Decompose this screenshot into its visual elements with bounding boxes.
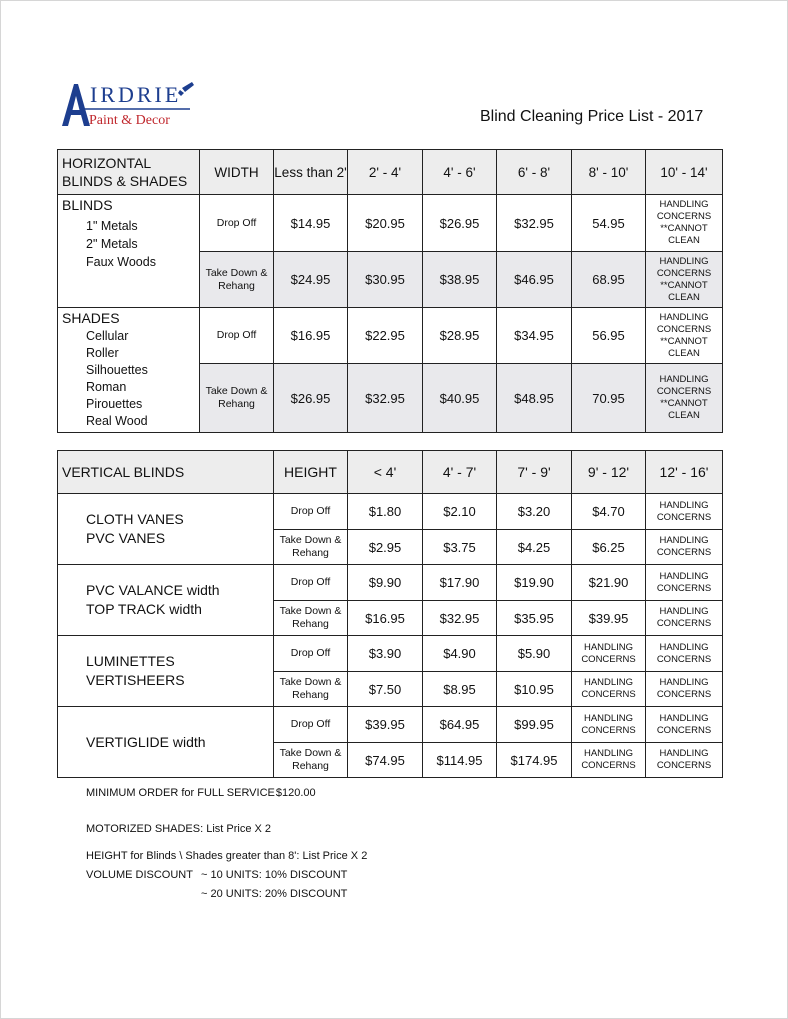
service-label: Take Down & Rehang xyxy=(274,672,348,707)
table-header-row xyxy=(58,150,723,195)
handling-note: HANDLING CONCERNS xyxy=(646,601,723,636)
handling-note: HANDLING CONCERNS xyxy=(646,743,723,778)
service-label: Drop Off xyxy=(274,565,348,601)
handling-note: HANDLING CONCERNS xyxy=(646,565,723,601)
price-cell: $32.95 xyxy=(423,601,497,636)
service-label: Take Down & Rehang xyxy=(274,743,348,778)
price-cell: $10.95 xyxy=(497,672,572,707)
service-label: Take Down & Rehang xyxy=(200,252,274,308)
header-size: 6' - 8' xyxy=(497,150,572,195)
price-cell: $3.90 xyxy=(348,636,423,672)
price-cell: $7.50 xyxy=(348,672,423,707)
minimum-order-value: $120.00 xyxy=(275,787,316,799)
price-cell: 70.95 xyxy=(572,364,646,433)
price-cell: $32.95 xyxy=(497,195,572,252)
header-size: 4' - 7' xyxy=(423,451,497,494)
category-title: BLINDS xyxy=(62,197,113,213)
category-item: 1" Metals xyxy=(86,219,138,233)
price-cell: $39.95 xyxy=(348,707,423,743)
company-logo xyxy=(60,80,200,132)
handling-note: HANDLING CONCERNS xyxy=(646,707,723,743)
table-row xyxy=(58,494,723,530)
price-cell: $38.95 xyxy=(423,252,497,308)
price-cell: $3.75 xyxy=(423,530,497,565)
price-cell: $2.95 xyxy=(348,530,423,565)
price-cell: $14.95 xyxy=(274,195,348,252)
service-label: Drop Off xyxy=(274,707,348,743)
header-category: VERTICAL BLINDS xyxy=(58,451,274,494)
category-item: Roman xyxy=(86,380,127,394)
price-cell: $16.95 xyxy=(348,601,423,636)
handling-note: HANDLING CONCERNS **CANNOT CLEAN xyxy=(646,252,723,308)
logo-tagline: Paint & Decor xyxy=(89,113,170,128)
price-cell: $6.25 xyxy=(572,530,646,565)
price-cell: $4.90 xyxy=(423,636,497,672)
handling-note: HANDLING CONCERNS **CANNOT CLEAN xyxy=(646,364,723,433)
price-cell: $30.95 xyxy=(348,252,423,308)
category-line: VERTISHEERS xyxy=(86,672,185,688)
header-size: Less than 2' xyxy=(274,150,348,195)
category-line: CLOTH VANES xyxy=(86,511,184,527)
price-cell: 56.95 xyxy=(572,308,646,364)
price-cell: 54.95 xyxy=(572,195,646,252)
volume-discount-10: ~ 10 UNITS: 10% DISCOUNT xyxy=(201,869,348,881)
price-cell: $4.70 xyxy=(572,494,646,530)
category-item: 2" Metals xyxy=(86,237,138,251)
header-category: HORIZONTAL BLINDS & SHADES xyxy=(58,150,200,195)
price-cell: $9.90 xyxy=(348,565,423,601)
price-cell: $35.95 xyxy=(497,601,572,636)
service-label: Drop Off xyxy=(274,494,348,530)
category-item: Faux Woods xyxy=(86,255,156,269)
header-size: 10' - 14' xyxy=(646,150,723,195)
handling-note: HANDLING CONCERNS xyxy=(646,636,723,672)
header-size: 2' - 4' xyxy=(348,150,423,195)
price-cell: $174.95 xyxy=(497,743,572,778)
volume-discount-20: ~ 20 UNITS: 20% DISCOUNT xyxy=(201,888,348,900)
minimum-order-label: MINIMUM ORDER for FULL SERVICE xyxy=(86,787,275,799)
category-vertiglide xyxy=(58,707,274,778)
service-label: Drop Off xyxy=(274,636,348,672)
price-cell: $8.95 xyxy=(423,672,497,707)
price-cell: $114.95 xyxy=(423,743,497,778)
table-header-row xyxy=(58,451,723,494)
handling-note: HANDLING CONCERNS xyxy=(646,494,723,530)
table-row xyxy=(58,195,723,252)
handling-note: HANDLING CONCERNS xyxy=(572,707,646,743)
category-item: Pirouettes xyxy=(86,397,143,411)
service-label: Drop Off xyxy=(200,195,274,252)
price-cell: $34.95 xyxy=(497,308,572,364)
category-valance-track xyxy=(58,565,274,636)
page-title: Blind Cleaning Price List - 2017 xyxy=(480,108,704,125)
price-cell: $48.95 xyxy=(497,364,572,433)
price-cell: $28.95 xyxy=(423,308,497,364)
service-label: Take Down & Rehang xyxy=(274,530,348,565)
category-item: Silhouettes xyxy=(86,363,148,377)
price-cell: $46.95 xyxy=(497,252,572,308)
header-size: 9' - 12' xyxy=(572,451,646,494)
price-cell: $32.95 xyxy=(348,364,423,433)
handling-note: HANDLING CONCERNS xyxy=(572,743,646,778)
category-line: PVC VANES xyxy=(86,530,166,546)
handling-note: HANDLING CONCERNS xyxy=(572,636,646,672)
header-size: 12' - 16' xyxy=(646,451,723,494)
handling-note: HANDLING CONCERNS xyxy=(646,672,723,707)
category-item: Real Wood xyxy=(86,414,148,428)
header-size: 7' - 9' xyxy=(497,451,572,494)
volume-discount-label: VOLUME DISCOUNT xyxy=(86,869,193,881)
category-line: LUMINETTES xyxy=(86,653,175,669)
vertical-blinds-table xyxy=(57,450,723,778)
handling-note: HANDLING CONCERNS **CANNOT CLEAN xyxy=(646,308,723,364)
motorized-note: MOTORIZED SHADES: List Price X 2 xyxy=(86,823,272,835)
logo-letters: IRDRIE xyxy=(90,82,182,107)
service-label: Take Down & Rehang xyxy=(200,364,274,433)
category-line: PVC VALANCE width xyxy=(86,582,220,598)
category-line: VERTIGLIDE width xyxy=(86,733,206,750)
price-cell: $17.90 xyxy=(423,565,497,601)
price-cell: $3.20 xyxy=(497,494,572,530)
price-cell: $2.10 xyxy=(423,494,497,530)
handling-note: HANDLING CONCERNS xyxy=(572,672,646,707)
service-label: Drop Off xyxy=(200,308,274,364)
category-shades xyxy=(58,308,200,433)
category-item: Roller xyxy=(86,346,119,360)
category-luminettes xyxy=(58,636,274,707)
handling-note: HANDLING CONCERNS xyxy=(646,530,723,565)
header-size: 4' - 6' xyxy=(423,150,497,195)
price-cell: $39.95 xyxy=(572,601,646,636)
price-cell: $26.95 xyxy=(423,195,497,252)
price-cell: $1.80 xyxy=(348,494,423,530)
price-cell: $74.95 xyxy=(348,743,423,778)
price-cell: $20.95 xyxy=(348,195,423,252)
price-cell: $16.95 xyxy=(274,308,348,364)
price-cell: 68.95 xyxy=(572,252,646,308)
header-size: < 4' xyxy=(348,451,423,494)
price-cell: $64.95 xyxy=(423,707,497,743)
table-row xyxy=(58,707,723,743)
minimum-order-note xyxy=(86,787,316,799)
header-service: WIDTH xyxy=(200,150,274,195)
category-cloth-pvc xyxy=(58,494,274,565)
handling-note: HANDLING CONCERNS **CANNOT CLEAN xyxy=(646,195,723,252)
horizontal-blinds-table xyxy=(57,149,723,433)
price-cell: $99.95 xyxy=(497,707,572,743)
category-line: TOP TRACK width xyxy=(86,601,202,617)
service-label: Take Down & Rehang xyxy=(274,601,348,636)
category-item: Cellular xyxy=(86,329,129,343)
header-size: 8' - 10' xyxy=(572,150,646,195)
price-cell: $19.90 xyxy=(497,565,572,601)
category-blinds xyxy=(58,195,200,308)
category-title: SHADES xyxy=(62,310,120,326)
table-row xyxy=(58,565,723,601)
price-cell: $26.95 xyxy=(274,364,348,433)
price-cell: $21.90 xyxy=(572,565,646,601)
table-row xyxy=(58,308,723,364)
price-cell: $22.95 xyxy=(348,308,423,364)
table-row xyxy=(58,636,723,672)
price-cell: $40.95 xyxy=(423,364,497,433)
price-cell: $4.25 xyxy=(497,530,572,565)
price-cell: $24.95 xyxy=(274,252,348,308)
height-note: HEIGHT for Blinds \ Shades greater than 8': List Price X 2 xyxy=(86,850,368,862)
header-service: HEIGHT xyxy=(274,451,348,494)
price-cell: $5.90 xyxy=(497,636,572,672)
